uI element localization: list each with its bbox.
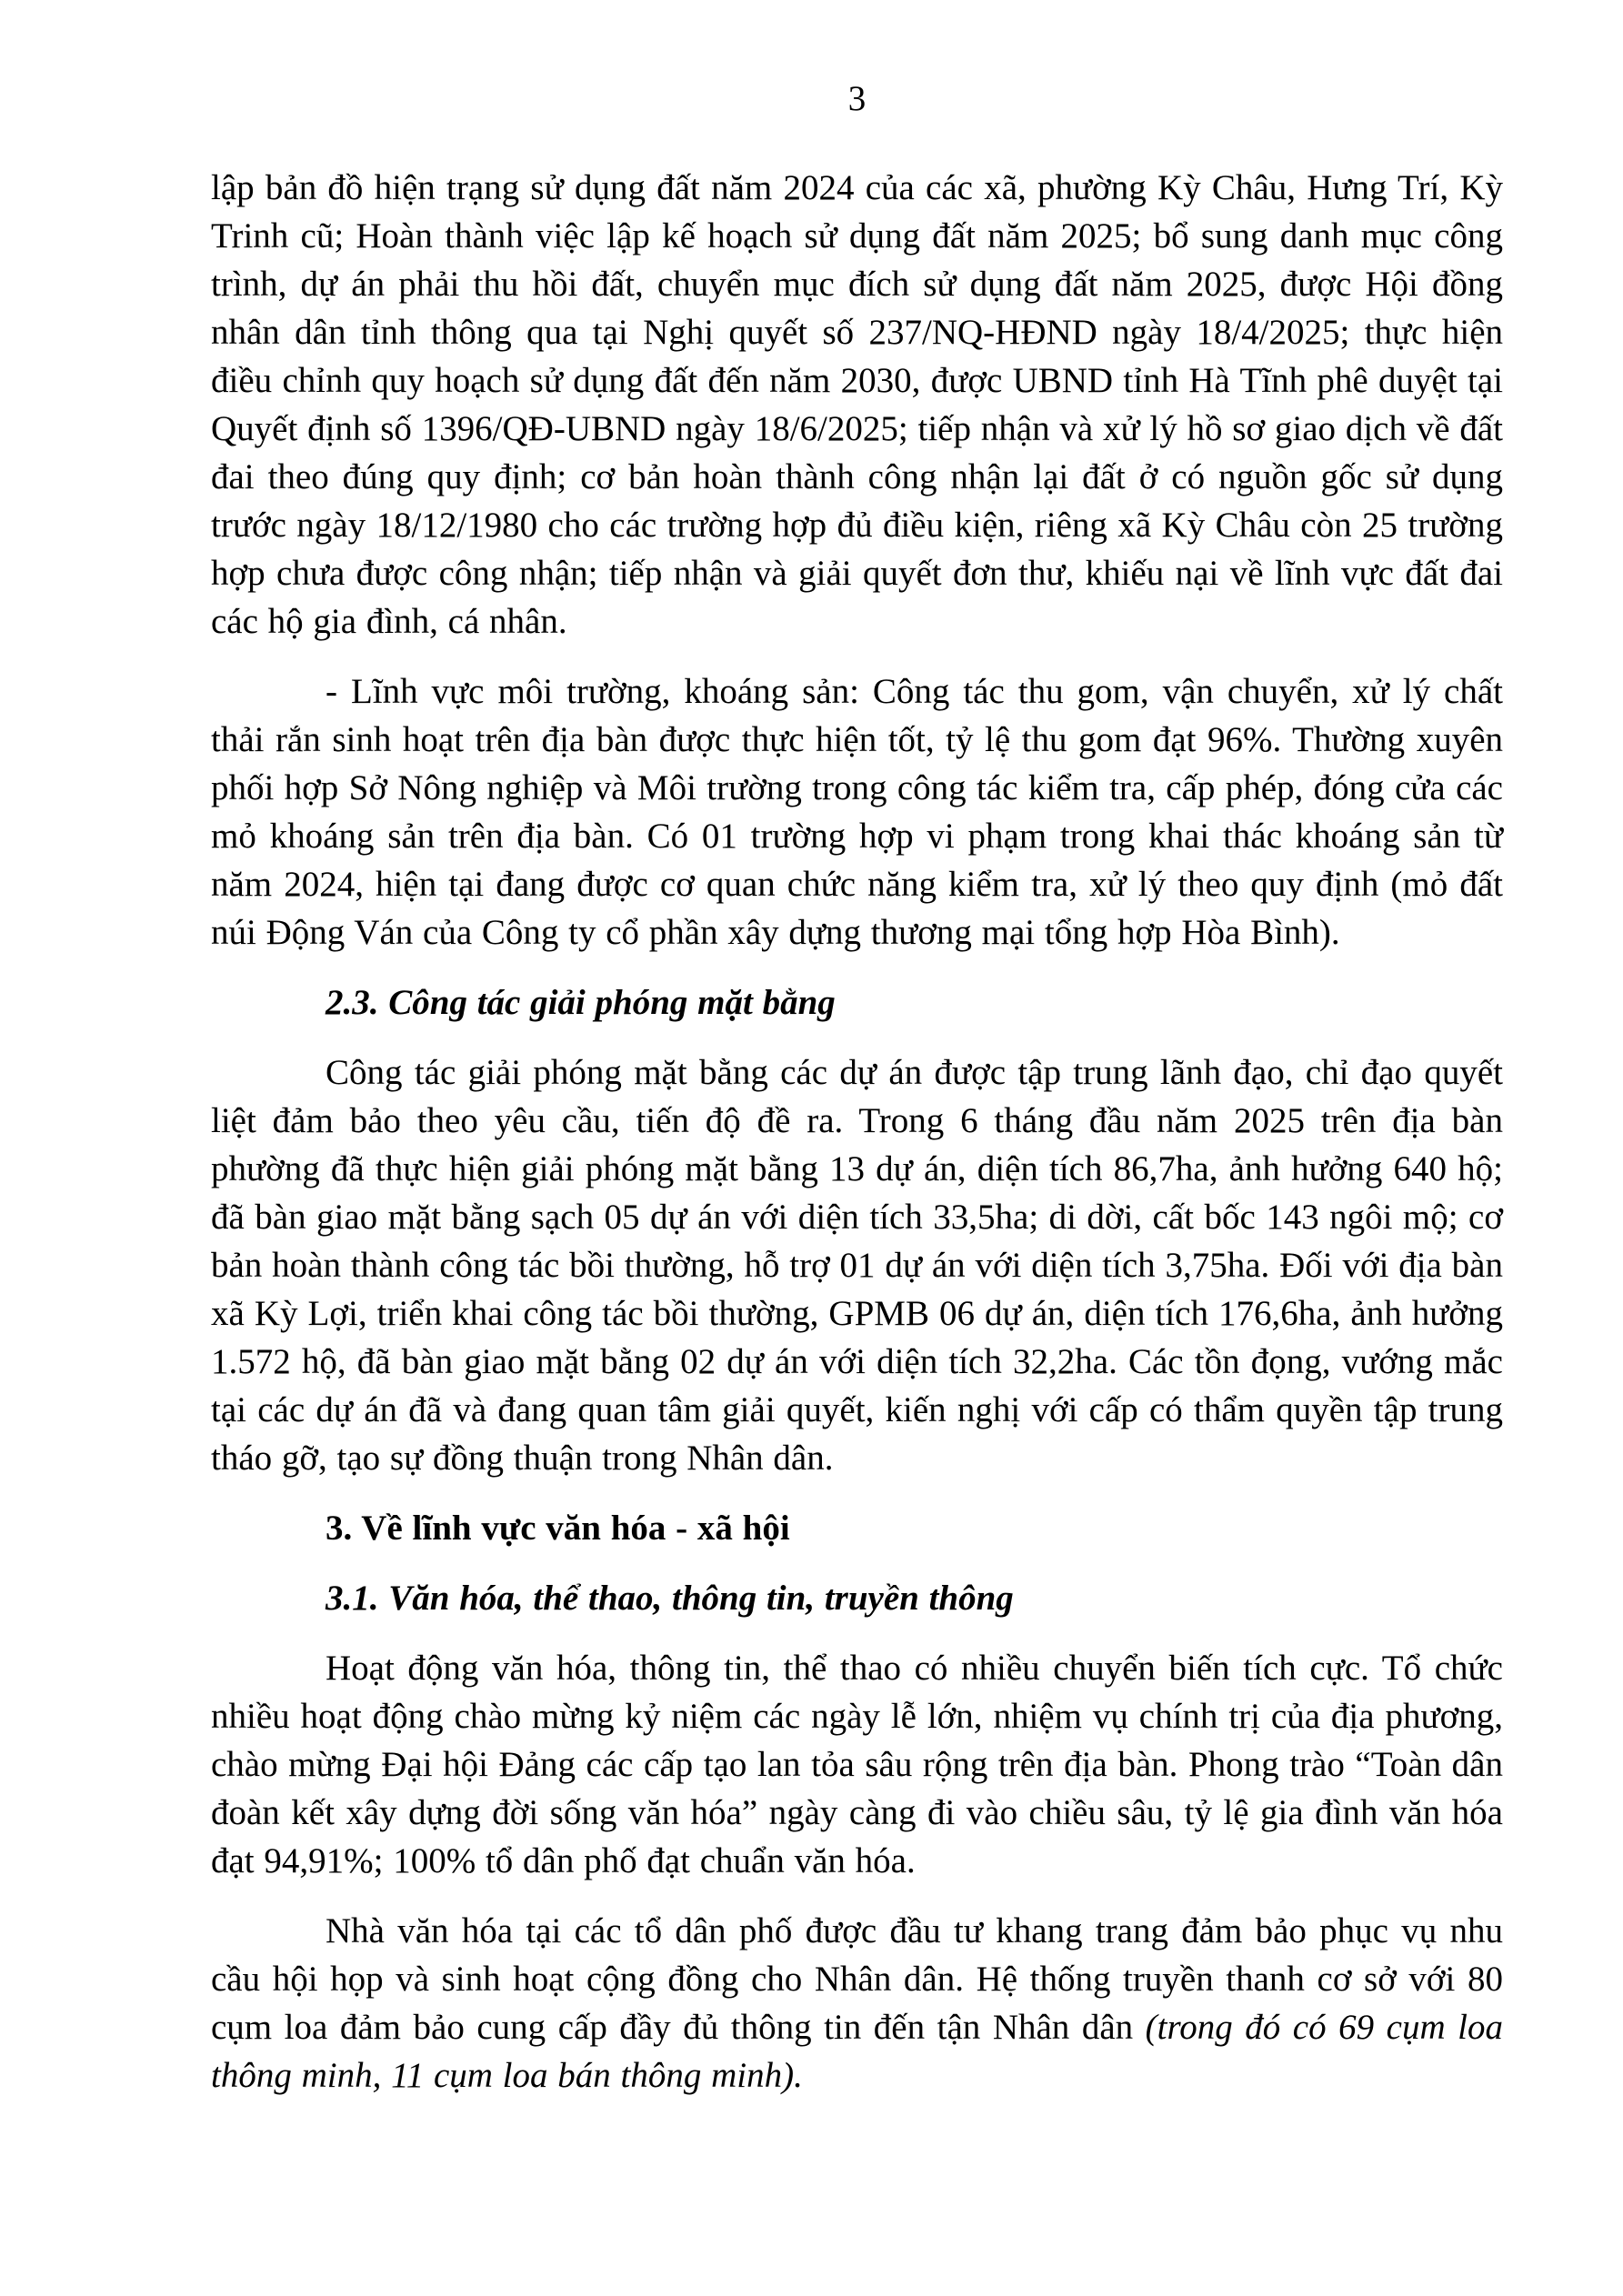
page-number: 3 (847, 79, 867, 118)
paragraph-cultural-houses-broadcast (211, 1907, 1503, 2100)
heading-3-culture-society: 3. Về lĩnh vực văn hóa - xã hội (326, 1509, 790, 1548)
paragraph-site-clearance: Công tác giải phóng mặt bằng các dự án được tập trung lãnh đạo, chỉ đạo quyết liệt đảm bảo theo yêu cầu, tiến độ đề ra. Trong 6 tháng đầu năm 2025 trên địa bàn phường đã thực hiện giải phóng mặt bằng 13 dự án, diện tích 86,7ha, ảnh hưởng 640 hộ; đã bàn giao mặt bằng sạch 05 dự án với diện tích 33,5ha; di dời, cất bốc 143 ngôi mộ; cơ bản hoàn thành công tác bồi thường, hỗ trợ 01 dự án với diện tích 3,75ha. Đối với địa bàn xã Kỳ Lợi, triển khai công tác bồi thường, GPMB 06 dự án, diện tích 176,6ha, ảnh hưởng 1.572 hộ, đã bàn giao mặt bằng 02 dự án với diện tích 32,2ha. Các tồn đọng, vướng mắc tại các dự án đã và đang quan tâm giải quyết, kiến nghị với cấp có thẩm quyền tập trung tháo gỡ, tạo sự đồng thuận trong Nhân dân. (211, 1053, 1503, 1478)
paragraph-cultural-houses-italic-note: (trong đó có 69 cụm loa thông minh, 11 cụm loa bán thông minh). (211, 2008, 1503, 2095)
heading-2-3-site-clearance: 2.3. Công tác giải phóng mặt bằng (326, 983, 836, 1022)
paragraph-land-management-continuation: lập bản đồ hiện trạng sử dụng đất năm 2024 của các xã, phường Kỳ Châu, Hưng Trí, Kỳ Trinh cũ; Hoàn thành việc lập kế hoạch sử dụng đất năm 2025; bổ sung danh mục công trình, dự án phải thu hồi đất, chuyển mục đích sử dụng đất năm 2025, được Hội đồng nhân dân tỉnh thông qua tại Nghị quyết số 237/NQ-HĐND ngày 18/4/2025; thực hiện điều chỉnh quy hoạch sử dụng đất đến năm 2030, được UBND tỉnh Hà Tĩnh phê duyệt tại Quyết định số 1396/QĐ-UBND ngày 18/6/2025; tiếp nhận và xử lý hồ sơ giao dịch về đất đai theo đúng quy định; cơ bản hoàn thành công nhận lại đất ở có nguồn gốc sử dụng trước ngày 18/12/1980 cho các trường hợp đủ điều kiện, riêng xã Kỳ Châu còn 25 trường hợp chưa được công nhận; tiếp nhận và giải quyết đơn thư, khiếu nại về lĩnh vực đất đai các hộ gia đình, cá nhân. (211, 168, 1503, 641)
heading-3-1-culture-sports-info: 3.1. Văn hóa, thể thao, thông tin, truyền thông (326, 1579, 1014, 1618)
paragraph-culture-activities: Hoạt động văn hóa, thông tin, thể thao có nhiều chuyển biến tích cực. Tổ chức nhiều hoạt động chào mừng kỷ niệm các ngày lễ lớn, nhiệm vụ chính trị của địa phương, chào mừng Đại hội Đảng các cấp tạo lan tỏa sâu rộng trên địa bàn. Phong trào “Toàn dân đoàn kết xây dựng đời sống văn hóa” ngày càng đi vào chiều sâu, tỷ lệ gia đình văn hóa đạt 94,91%; 100% tổ dân phố đạt chuẩn văn hóa. (211, 1649, 1503, 1880)
paragraph-environment-minerals: - Lĩnh vực môi trường, khoáng sản: Công tác thu gom, vận chuyển, xử lý chất thải rắn sinh hoạt trên địa bàn được thực hiện tốt, tỷ lệ thu gom đạt 96%. Thường xuyên phối hợp Sở Nông nghiệp và Môi trường trong công tác kiểm tra, cấp phép, đóng cửa các mỏ khoáng sản trên địa bàn. Có 01 trường hợp vi phạm trong khai thác khoáng sản từ năm 2024, hiện tại đang được cơ quan chức năng kiểm tra, xử lý theo quy định (mỏ đất núi Động Ván của Công ty cổ phần xây dựng thương mại tổng hợp Hòa Bình). (211, 672, 1503, 952)
paragraph-cultural-houses-text: Nhà văn hóa tại các tổ dân phố được đầu tư khang trang đảm bảo phục vụ nhu cầu hội họp và sinh hoạt cộng đồng cho Nhân dân. Hệ thống truyền thanh cơ sở với 80 cụm loa đảm bảo cung cấp đầy đủ thông tin đến tận Nhân dân (211, 1911, 1503, 2047)
document-body (211, 164, 1503, 2121)
